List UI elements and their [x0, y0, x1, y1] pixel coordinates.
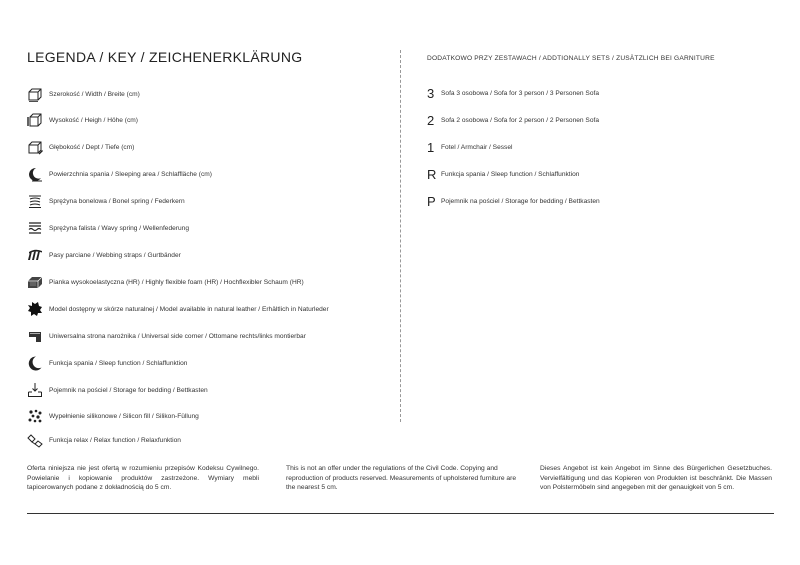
key-item-sleeping-area	[26, 165, 212, 183]
bonel-spring-icon	[26, 193, 43, 210]
footer-disclaimer-en: This is not an offer under the regulations of the Civil Code. Copying and reproduction of products reserved. Measurements of upholstered furniture are the nearest 5 cm.	[286, 465, 517, 491]
set-item-armchair	[427, 139, 512, 155]
key-item-width	[26, 85, 140, 103]
key-item-hr-foam	[26, 273, 304, 291]
legend-title: LEGENDA / KEY / ZEICHENERKLÄRUNG	[27, 49, 303, 65]
sleep-function-icon	[26, 355, 43, 372]
set-label: Funkcja spania / Sleep function / Schlaffunktion	[441, 170, 580, 178]
set-label: Sofa 3 osobowa / Sofa for 3 person / 3 Personen Sofa	[441, 89, 599, 97]
height-icon	[26, 112, 43, 129]
set-item-3-seater	[427, 85, 599, 101]
key-label: Sprężyna bonelowa / Bonel spring / Federkern	[49, 197, 185, 205]
key-item-relax-function	[26, 431, 181, 449]
silicon-fill-icon	[26, 408, 43, 425]
set-label: Fotel / Armchair / Sessel	[441, 143, 513, 151]
key-item-webbing-straps	[26, 246, 181, 264]
universal-corner-icon	[26, 328, 43, 345]
key-label: Sprężyna falista / Wavy spring / Wellenfederung	[49, 224, 190, 232]
key-item-universal-corner	[26, 327, 306, 345]
set-label: Pojemnik na pościel / Storage for bedding / Bettkasten	[441, 197, 600, 205]
key-label: Model dostępny w skórze naturalnej / Model available in natural leather / Erhältlich in Naturleder	[49, 305, 329, 313]
key-item-natural-leather	[26, 300, 329, 318]
key-label: Szerokość / Width / Breite (cm)	[49, 90, 140, 98]
key-item-sleep-function	[26, 354, 187, 372]
key-label: Wypełnienie silikonowe / Silicon fill / Silikon-Füllung	[49, 412, 199, 420]
footer-disclaimer-pl: Oferta niniejsza nie jest ofertą w rozumieniu przepisów Kodeksu Cywilnego. Powielanie i kopiowanie produktów zastrzeżone. Wymiary mebli tapicerowanych podane z dokładnością do 5 cm.	[27, 465, 259, 491]
key-item-bonel-spring	[26, 192, 185, 210]
key-label: Uniwersalna strona narożnika / Universal side corner / Ottomane rechts/links montierbar	[49, 332, 306, 340]
wavy-spring-icon	[26, 220, 43, 237]
set-code: R	[427, 166, 437, 182]
key-label: Pojemnik na pościel / Storage for bedding / Bettkasten	[49, 386, 208, 394]
hr-foam-icon	[26, 274, 43, 291]
depth-icon	[26, 139, 43, 156]
set-code: 3	[427, 85, 435, 101]
key-label: Głębokość / Dept / Tiefe (cm)	[49, 143, 135, 151]
set-item-sleep-function	[427, 166, 579, 182]
set-item-bedding-storage	[427, 193, 600, 209]
bottom-rule	[27, 513, 774, 514]
width-icon	[26, 86, 43, 103]
relax-function-icon	[26, 432, 43, 449]
sets-title: DODATKOWO PRZY ZESTAWACH / ADDTIONALLY SETS / ZUSÄTZLICH BEI GARNITURE	[427, 55, 715, 62]
set-code: P	[427, 193, 436, 209]
key-label: Pianka wysokoelastyczna (HR) / Highly flexible foam (HR) / Hochflexibler Schaum (HR)	[49, 278, 304, 286]
bedding-storage-icon	[26, 382, 43, 399]
key-item-bedding-storage	[26, 381, 208, 399]
set-code: 1	[427, 139, 435, 155]
key-item-silicon-fill	[26, 407, 199, 425]
key-label: Wysokość / Heigh / Höhe (cm)	[49, 116, 138, 124]
key-label: Funkcja spania / Sleep function / Schlaffunktion	[49, 359, 188, 367]
set-item-2-seater	[427, 112, 599, 128]
key-label: Funkcja relax / Relax function / Relaxfunktion	[49, 436, 181, 444]
column-divider	[400, 50, 401, 422]
key-label: Pasy parciane / Webbing straps / Gurtbänder	[49, 251, 181, 259]
footer-disclaimer-de: Dieses Angebot ist kein Angebot im Sinne des Bürgerlichen Gesetzbuches. Vervielfältigung und das Kopieren von Produkten ist beschränkt. Die Massen von Polstermöbeln sind angegeben mit der genauigkeit von 5 cm.	[540, 465, 772, 491]
natural-leather-icon	[26, 301, 43, 318]
set-label: Sofa 2 osobowa / Sofa for 2 person / 2 Personen Sofa	[441, 116, 599, 124]
set-code: 2	[427, 112, 435, 128]
key-label: Powierzchnia spania / Sleeping area / Schlaffläche (cm)	[49, 170, 212, 178]
key-item-depth	[26, 138, 134, 156]
sleeping-area-icon	[26, 166, 43, 183]
key-item-height	[26, 111, 138, 129]
key-item-wavy-spring	[26, 219, 189, 237]
webbing-straps-icon	[26, 247, 43, 264]
